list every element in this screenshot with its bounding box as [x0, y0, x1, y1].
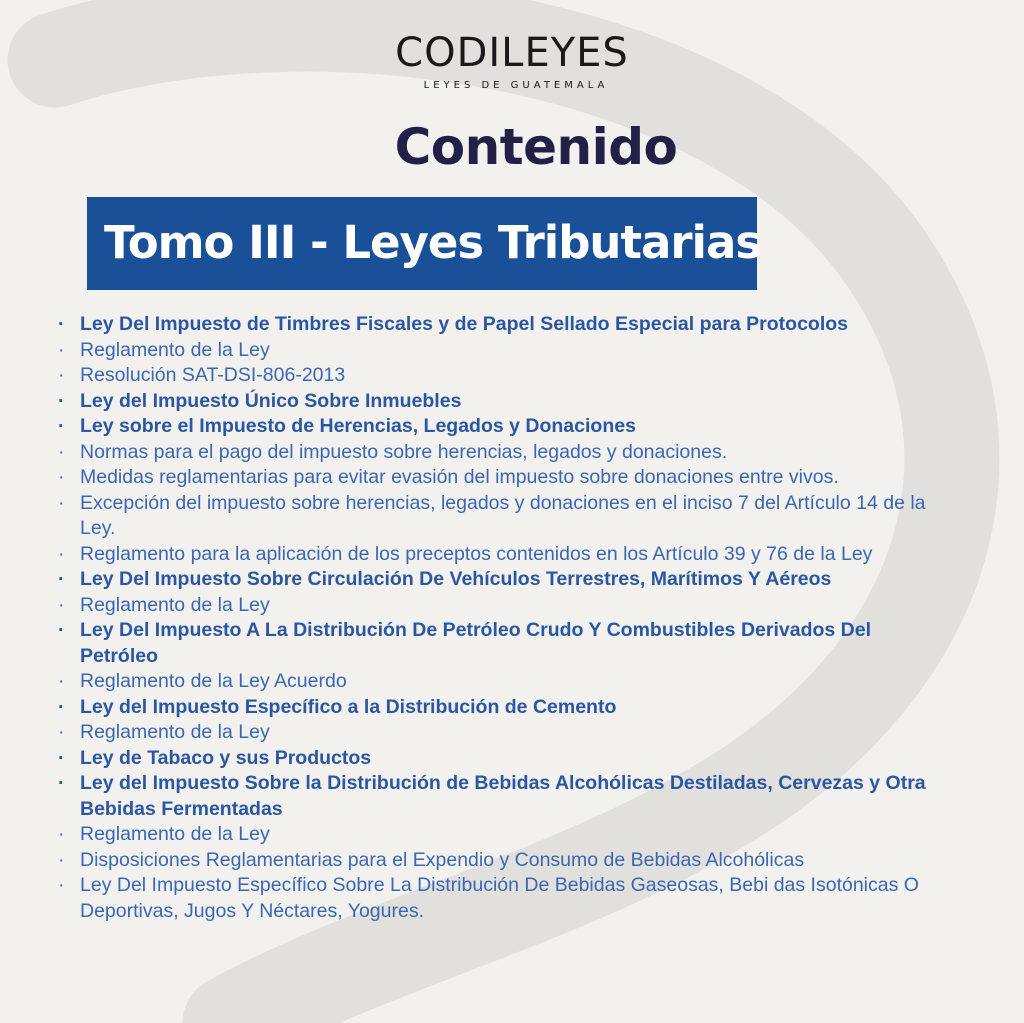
- bullet-icon: ·: [58, 466, 65, 488]
- law-item: [58, 389, 938, 415]
- law-item: [58, 618, 938, 669]
- regulation-item: [58, 720, 938, 746]
- regulation-item: [58, 465, 938, 491]
- bullet-icon: ·: [58, 440, 65, 463]
- bullet-icon: ·: [58, 542, 65, 565]
- regulation-item: [58, 822, 938, 848]
- bullet-icon: ·: [58, 593, 65, 616]
- item-text: Reglamento de la Ley: [80, 338, 270, 361]
- item-text: Disposiciones Reglamentarias para el Expendio y Consumo de Bebidas Alcohólicas: [80, 848, 805, 871]
- bullet-icon: ·: [58, 823, 65, 845]
- item-text: Ley del Impuesto Único Sobre Inmuebles: [80, 389, 462, 412]
- item-text: Reglamento de la Ley: [80, 721, 270, 743]
- regulation-item: [58, 873, 938, 924]
- regulation-item: [58, 542, 938, 568]
- regulation-item: [58, 363, 938, 389]
- item-text: Ley de Tabaco y sus Productos: [80, 746, 372, 769]
- bullet-icon: ·: [58, 746, 65, 769]
- item-text: Reglamento de la Ley: [80, 823, 270, 845]
- regulation-item: [58, 848, 938, 874]
- bullet-icon: ·: [58, 389, 65, 412]
- item-text: Ley del Impuesto Sobre la Distribución de Bebidas Alcohólicas Destiladas, Cervezas y Otra Bebidas Fermentadas: [80, 772, 926, 820]
- law-item: [58, 746, 938, 772]
- law-item: [58, 771, 938, 822]
- law-item: [58, 414, 938, 440]
- bullet-icon: ·: [58, 568, 65, 590]
- bullet-icon: ·: [58, 721, 65, 743]
- bullet-icon: ·: [58, 491, 65, 514]
- regulation-item: [58, 440, 938, 466]
- regulation-item: [58, 669, 938, 695]
- bullet-icon: ·: [58, 415, 65, 437]
- item-text: Ley Del Impuesto Sobre Circulación De Vehículos Terrestres, Marítimos Y Aéreos: [80, 568, 832, 590]
- brand-logo: [0, 30, 1024, 91]
- bullet-icon: ·: [58, 364, 65, 386]
- item-text: Ley Del Impuesto A La Distribución De Petróleo Crudo Y Combustibles Derivados Del Petróleo: [80, 619, 871, 667]
- law-item: [58, 312, 938, 338]
- brand-tagline: LEYES DE GUATEMALA: [423, 80, 609, 91]
- item-text: Resolución SAT-DSI-806-2013: [80, 364, 346, 386]
- brand-name: CODILEYES: [395, 30, 629, 76]
- bullet-icon: ·: [58, 772, 65, 794]
- regulation-item: [58, 491, 938, 542]
- law-item: [58, 567, 938, 593]
- bullet-icon: ·: [58, 313, 65, 335]
- page-title: Contenido: [394, 118, 678, 176]
- item-text: Reglamento de la Ley: [80, 593, 270, 616]
- item-text: Normas para el pago del impuesto sobre herencias, legados y donaciones.: [80, 440, 728, 463]
- item-text: Excepción del impuesto sobre herencias, legados y donaciones en el inciso 7 del Artículo 14 de la Ley.: [80, 491, 926, 539]
- bullet-icon: ·: [58, 874, 65, 896]
- item-text: Reglamento para la aplicación de los preceptos contenidos en los Artículo 39 y 76 de la Ley: [80, 542, 873, 565]
- regulation-item: [58, 593, 938, 619]
- bullet-icon: ·: [58, 338, 65, 361]
- bullet-icon: ·: [58, 848, 65, 871]
- item-text: Ley Del Impuesto Específico Sobre La Distribución De Bebidas Gaseosas, Bebi das Isotónicas O Deportivas, Jugos Y Néctares, Yogures.: [80, 874, 919, 922]
- item-text: Ley sobre el Impuesto de Herencias, Legados y Donaciones: [80, 415, 636, 437]
- item-text: Reglamento de la Ley Acuerdo: [80, 670, 347, 692]
- law-item: [58, 695, 938, 721]
- contents-list: [58, 312, 938, 924]
- item-text: Ley Del Impuesto de Timbres Fiscales y de Papel Sellado Especial para Protocolos: [80, 313, 849, 335]
- bullet-icon: ·: [58, 695, 65, 718]
- item-text: Ley del Impuesto Específico a la Distribución de Cemento: [80, 695, 617, 718]
- regulation-item: [58, 338, 938, 364]
- volume-title: Tomo III - Leyes Tributarias: [104, 216, 762, 269]
- bullet-icon: ·: [58, 619, 65, 641]
- bullet-icon: ·: [58, 670, 65, 692]
- item-text: Medidas reglamentarias para evitar evasión del impuesto sobre donaciones entre vivos.: [80, 466, 839, 488]
